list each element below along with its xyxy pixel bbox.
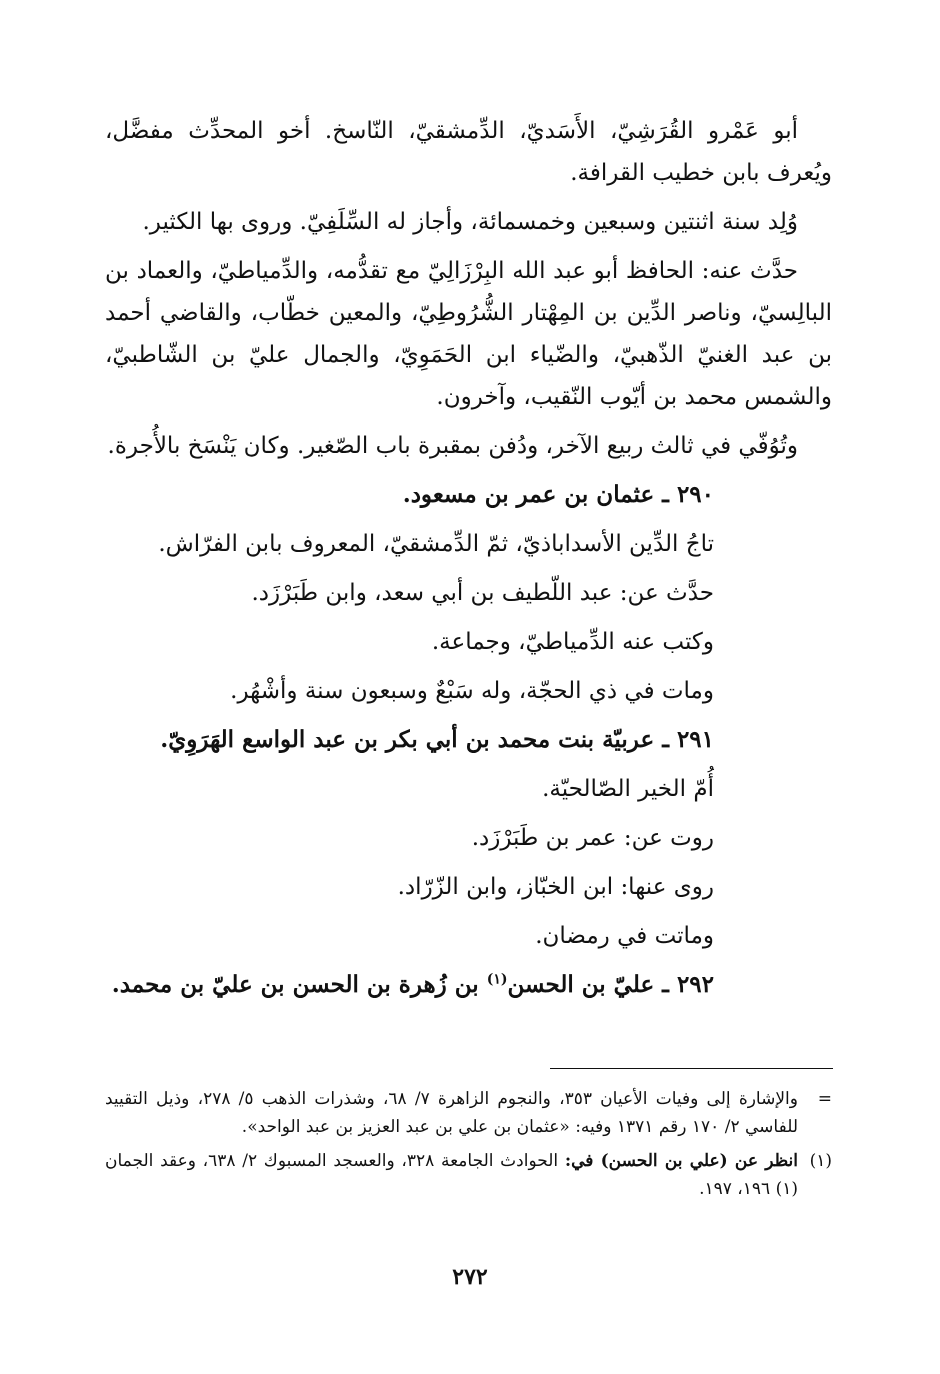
footnote-1 [105,1147,832,1203]
entry-291-line-4: وماتت في رمضان. [535,923,714,949]
entry-291-heading: ٢٩١ ـ عربيّة بنت محمد بن أبي بكر بن عبد الواسع الهَرَوِيّ. [160,726,714,753]
entry-292-heading-rest: بن زُهرة بن الحسن بن عليّ بن محمد. [111,971,487,998]
entry-290-line-4: ومات في ذي الحجّة، وله سَبْعٌ وسبعون سنة وأشْهُر. [230,678,714,704]
main-text [105,110,832,1013]
entry-292-heading-name: ٢٩٢ ـ عليّ بن الحسن [507,971,714,998]
paragraph-4: وتُوُفّي في ثالث ربيع الآخر، ودُفن بمقبرة باب الصّغير. وكان يَنْسَخ بالأُجرة. [107,433,798,459]
footnote-body: الحوادث الجامعة ٣٢٨، والعسجد المسبوك ٢/ ٦٣٨، وعقد الجمان (١) ١٩٦، ١٩٧. [105,1151,798,1199]
footnote-lead: انظر عن (علي بن الحسن) في: [564,1151,798,1171]
footnote-separator [550,1068,833,1069]
footnote-mark: = [817,1089,832,1109]
footnote-mark: (١) [809,1151,832,1171]
footnote-reference-1[interactable]: (١) [486,971,508,988]
footnote-text: والإشارة إلى وفيات الأعيان ٣٥٣، والنجوم الزاهرة ٧/ ٦٨، وشذرات الذهب ٥/ ٢٧٨، وذيل التقييد للفاسي ٢/ ١٧٠ رقم ١٣٧١ وفيه: «عثمان بن علي بن عبد العزيز بن عبد الواحد». [105,1089,798,1137]
footnote-text [105,1147,798,1203]
paragraph-1: أبو عَمْرو القُرَشِيّ، الأَسَديّ، الدِّمشقيّ، النّاسخ. أخو المحدِّث مفضَّل، ويُعرف بابن خطيب القرافة. [105,118,832,186]
entry-290-heading: ٢٩٠ ـ عثمان بن عمر بن مسعود. [402,481,714,508]
paragraph-2: وُلِد سنة اثنتين وسبعين وخمسمائة، وأجاز له السِّلَفِيّ. وروى بها الكثير. [142,209,798,235]
entry-290-line-2: حدَّث عن: عبد اللّطيف بن أبي سعد، وابن طَبَرْزَد. [251,580,714,606]
entry-291-line-1: أُمّ الخير الصّالحيّة. [542,776,714,802]
entry-292-heading [105,964,832,1006]
page-number: ٢٧٢ [452,1264,488,1290]
entry-290-line-1: تاجُ الدِّين الأسداباذيّ، ثمّ الدِّمشقيّ، المعروف بابن الفرّاش. [158,531,714,557]
entry-291-line-2: روت عن: عمر بن طَبَرْزَد. [471,825,714,851]
paragraph-3: حدَّث عنه: الحافظ أبو عبد الله البِرْزَالِيّ مع تقدُّمه، والدِّمياطيّ، والعماد بن البالِسيّ، وناصر الدِّين بن المِهْتار الشُّرُوطِيّ، والمعين خطّاب، والقاضي أحمد بن عبد الغنيّ الذّهبيّ، والضّياء ابن الحَمَوِيّ، والجمال عليّ بن الشّاطبيّ، والشمس محمد بن أيّوب النّقيب، وآخرون. [105,258,832,410]
entry-290-line-3: وكتب عنه الدِّمياطيّ، وجماعة. [431,629,714,655]
footnote-continuation [105,1085,832,1141]
entry-291-line-3: روى عنها: ابن الخبّاز، وابن الزّرّاد. [397,874,714,900]
footnotes [105,1085,832,1209]
